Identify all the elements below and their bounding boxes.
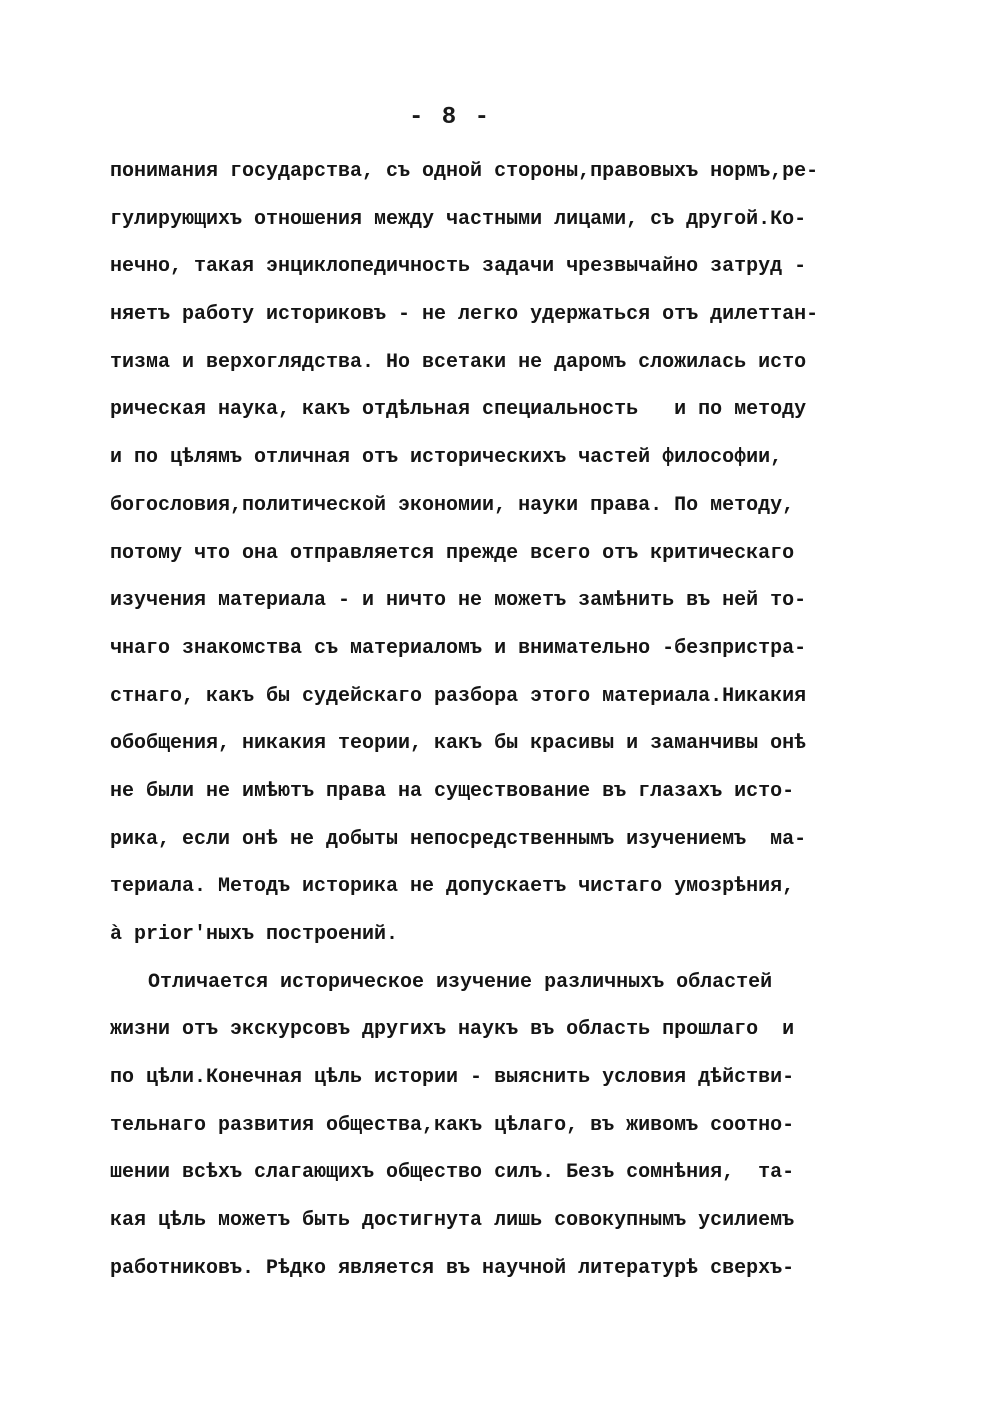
text-line: потому что она отправляется прежде всего отъ критическаго bbox=[110, 541, 795, 565]
text-line: тельнаго развития общества,какъ цѣлаго, въ живомъ соотно- bbox=[110, 1113, 795, 1137]
text-line: няетъ работу историковъ - не легко удержаться отъ дилеттан- bbox=[110, 303, 819, 327]
text-line: обобщения, никакия теории, какъ бы красивы и заманчивы онѣ bbox=[110, 732, 807, 756]
text-line: стнаго, какъ бы судейскаго разбора этого материала.Никакия bbox=[110, 684, 807, 708]
page-number: - 8 - bbox=[408, 104, 491, 131]
text-line: à prior'ныхъ построений. bbox=[110, 923, 399, 946]
text-line: понимания государства, съ одной стороны,правовыхъ нормъ,ре- bbox=[110, 160, 819, 183]
text-line: шении всѣхъ слагающихъ общество силъ. Безъ сомнѣния, та- bbox=[110, 1161, 795, 1185]
text-line: тизма и верхоглядства. Но всетаки не даромъ сложилась исто bbox=[110, 350, 807, 374]
text-line: и по цѣлямъ отличная отъ историческихъ частей философии, bbox=[110, 446, 783, 470]
text-line: по цѣли.Конечная цѣль истории - выяснить условия дѣйстви- bbox=[110, 1066, 795, 1090]
text-line: работниковъ. Рѣдко является въ научной литературѣ сверхъ- bbox=[110, 1256, 795, 1280]
text-line: рическая наука, какъ отдѣльная специальность и по методу bbox=[110, 398, 807, 422]
text-line: гулирующихъ отношения между частными лицами, съ другой.Ко- bbox=[110, 207, 807, 231]
text-line: богословия,политической экономии, науки права. По методу, bbox=[110, 493, 795, 517]
text-line: териала. Методъ историка не допускаетъ чистаго умозрѣния, bbox=[110, 875, 795, 899]
text-line: изучения материала - и ничто не можетъ замѣнить въ ней то- bbox=[110, 589, 807, 613]
text-line: нечно, такая энциклопедичность задачи чрезвычайно затруд - bbox=[110, 255, 807, 279]
text-line: кая цѣль можетъ быть достигнута лишь совокупнымъ усилиемъ bbox=[110, 1209, 795, 1233]
body-text bbox=[110, 152, 870, 1297]
text-line: не были не имѣютъ права на существование въ глазахъ исто- bbox=[110, 779, 795, 803]
text-line: чнаго знакомства съ материаломъ и внимательно -безпристра- bbox=[110, 636, 807, 660]
text-line: жизни отъ экскурсовъ другихъ наукъ въ область прошлаго и bbox=[110, 1018, 795, 1042]
text-line: рика, если онѣ не добыты непосредственнымъ изучениемъ ма- bbox=[110, 827, 807, 851]
text-line: Отличается историческое изучение различныхъ областей bbox=[148, 970, 773, 994]
